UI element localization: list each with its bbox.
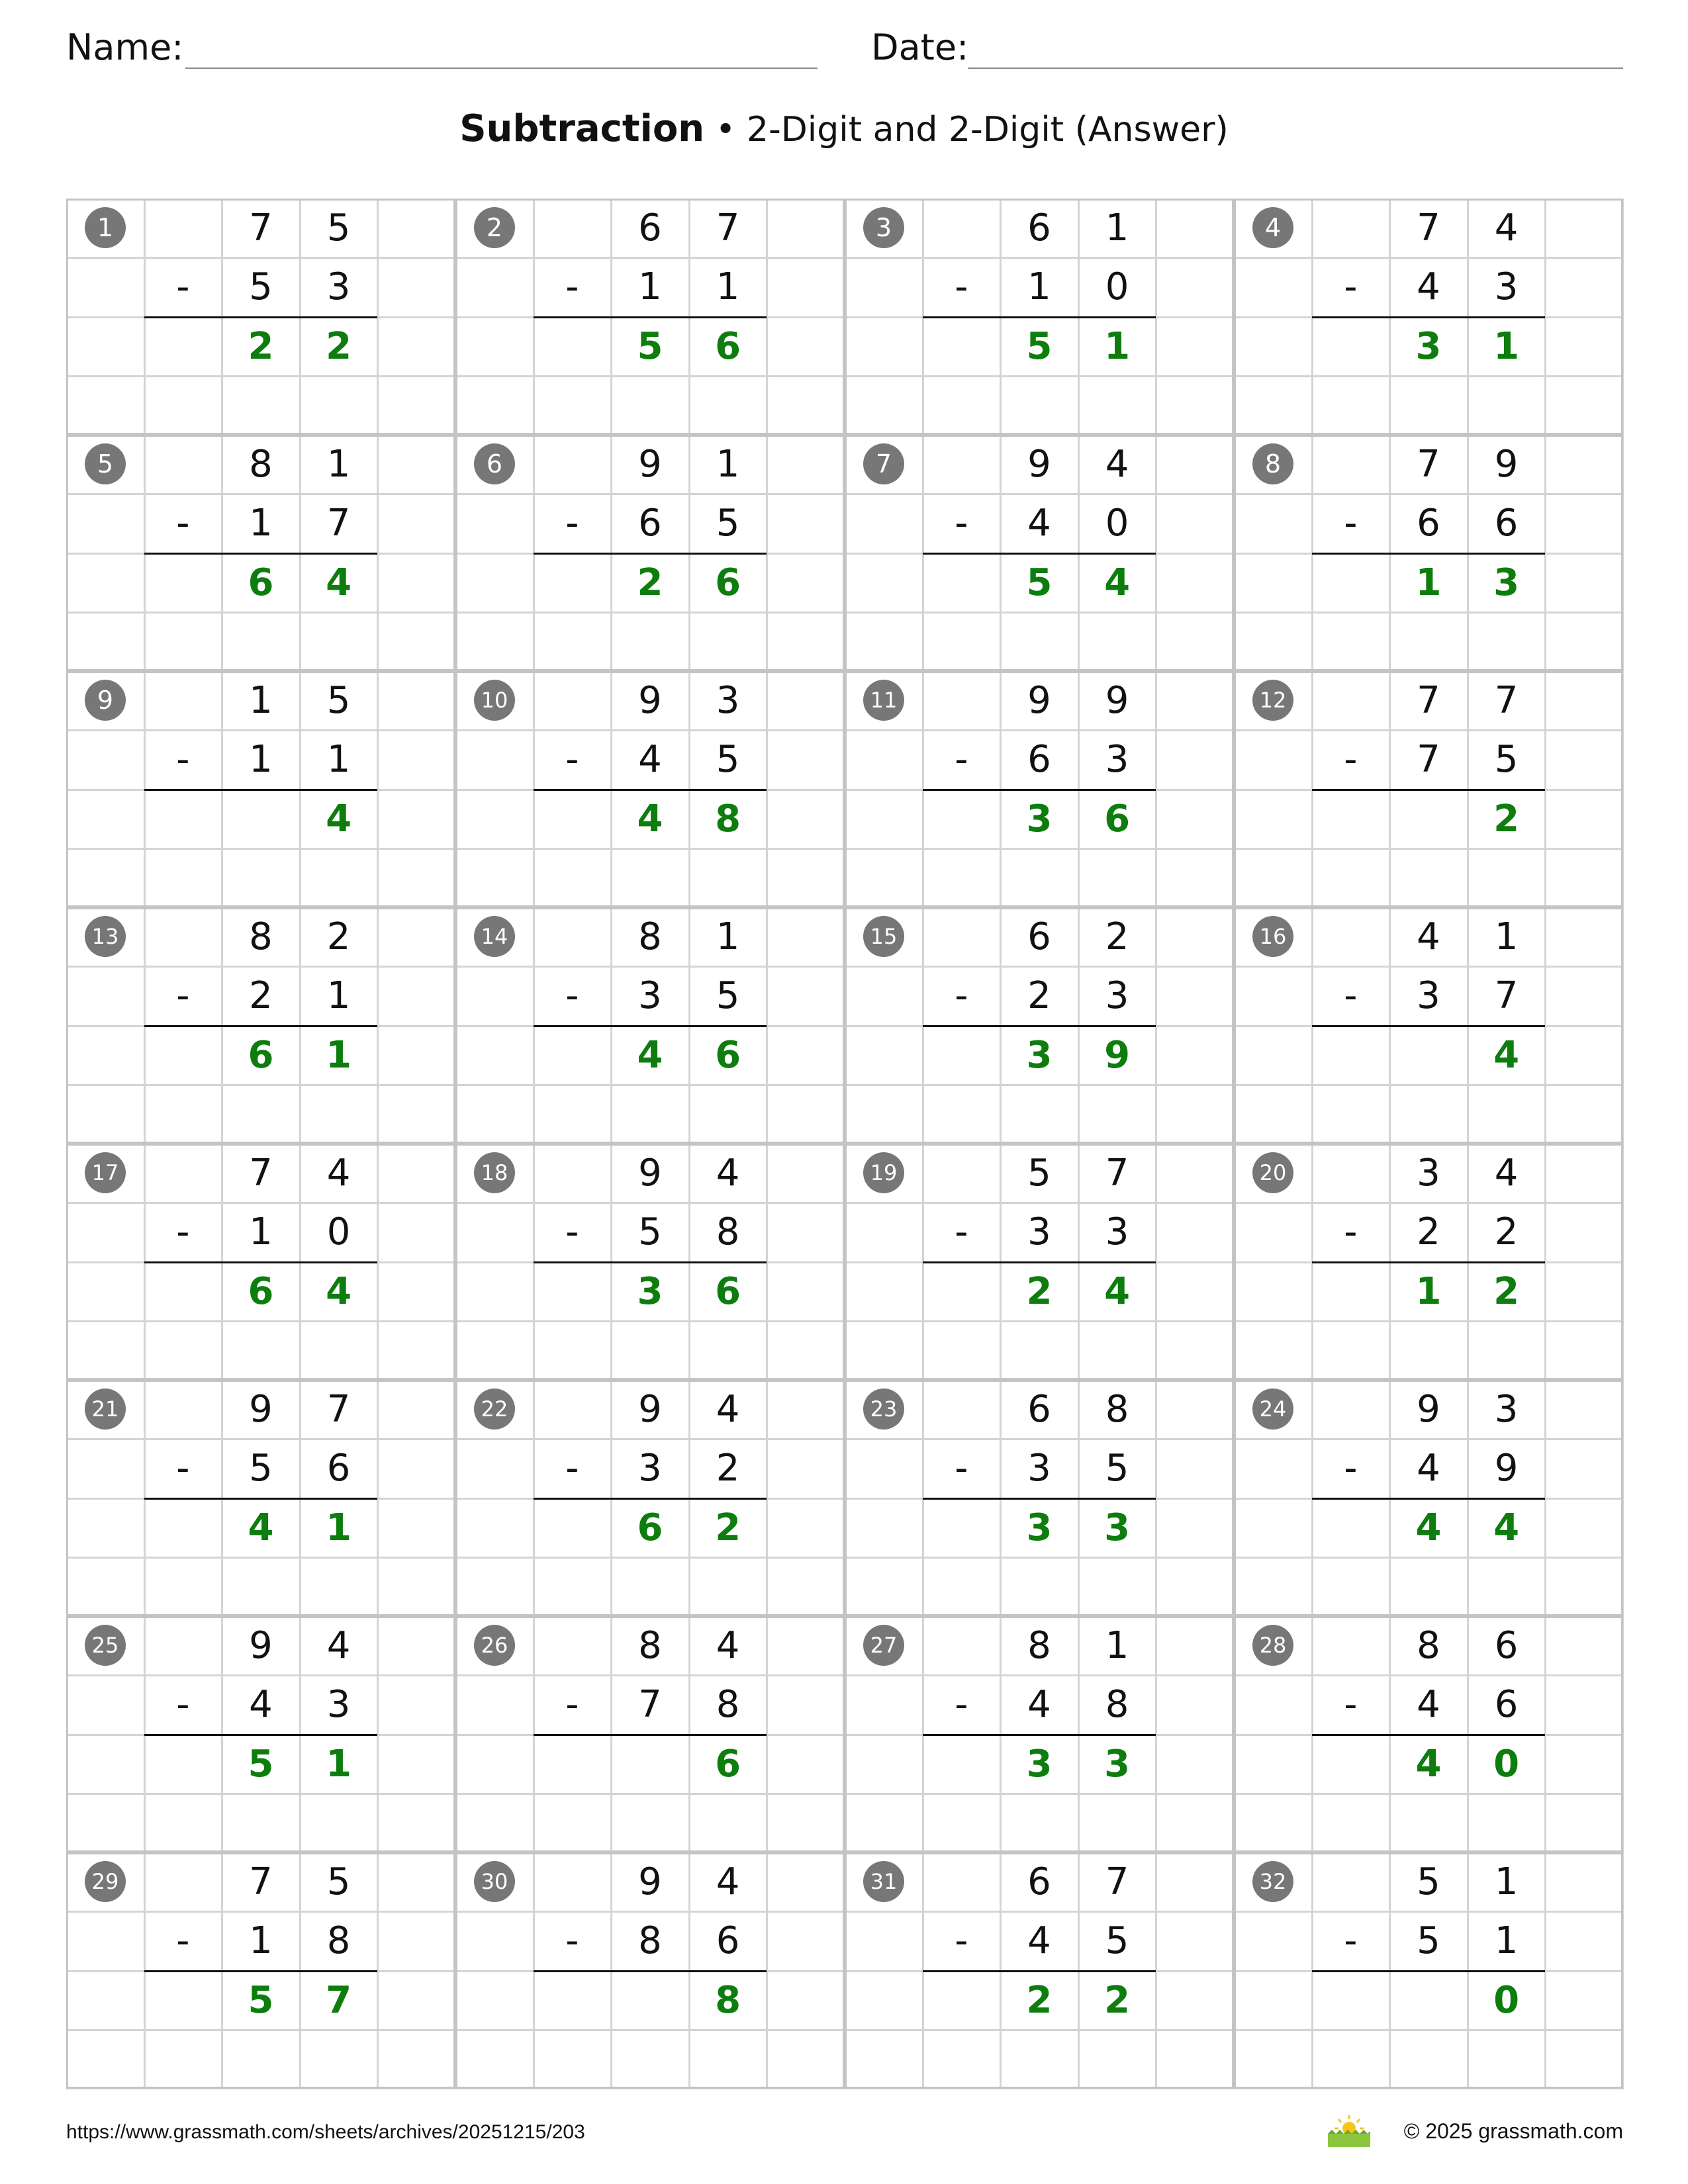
minuend-ones-digit: 4 bbox=[716, 1624, 740, 1667]
subtrahend-ones-digit: 6 bbox=[326, 1447, 351, 1490]
answer-tens-digit[interactable]: 5 bbox=[1026, 561, 1053, 604]
answer-ones-digit[interactable]: 0 bbox=[1493, 1978, 1520, 2022]
answer-tens-digit[interactable]: 3 bbox=[1026, 1742, 1053, 1786]
problem-number-badge: 19 bbox=[863, 1152, 904, 1193]
subtrahend-ones-digit: 6 bbox=[1494, 502, 1519, 545]
answer-tens-digit[interactable]: 2 bbox=[637, 561, 663, 604]
answer-tens-digit[interactable] bbox=[611, 1735, 689, 1794]
subtrahend-ones-digit: 5 bbox=[716, 974, 740, 1018]
subtrahend-tens-digit: 4 bbox=[1027, 1683, 1051, 1727]
minus-sign: - bbox=[176, 738, 190, 782]
subtrahend-ones-digit: 6 bbox=[716, 1919, 740, 1963]
answer-tens-digit[interactable]: 6 bbox=[248, 1033, 274, 1077]
sum-rule-line bbox=[1312, 1734, 1546, 1736]
sum-rule-line bbox=[144, 1025, 378, 1027]
sum-rule-line bbox=[534, 316, 767, 318]
answer-tens-digit[interactable]: 4 bbox=[637, 1033, 663, 1077]
minuend-tens-digit: 9 bbox=[1417, 1388, 1440, 1431]
subtrahend-ones-digit: 0 bbox=[326, 1210, 351, 1254]
problem-number-badge: 23 bbox=[863, 1388, 904, 1430]
sum-rule-line bbox=[534, 1970, 767, 1972]
minuend-ones-digit: 4 bbox=[1105, 443, 1129, 486]
subtrahend-tens-digit: 4 bbox=[1417, 1447, 1440, 1490]
problem-number-badge: 1 bbox=[85, 207, 126, 248]
minuend-ones-digit: 4 bbox=[716, 1860, 740, 1903]
minus-sign: - bbox=[955, 502, 968, 545]
minuend-ones-digit: 9 bbox=[1494, 443, 1519, 486]
problem-number-badge: 20 bbox=[1252, 1152, 1293, 1193]
subtrahend-ones-digit: 8 bbox=[326, 1919, 351, 1963]
minus-sign: - bbox=[565, 1210, 579, 1254]
answer-ones-digit[interactable]: 6 bbox=[715, 561, 741, 604]
sum-rule-line bbox=[1312, 1261, 1546, 1263]
minuend-tens-digit: 9 bbox=[638, 1860, 662, 1903]
minuend-tens-digit: 6 bbox=[1027, 1860, 1051, 1903]
name-label: Name: bbox=[66, 26, 184, 68]
answer-ones-digit[interactable]: 1 bbox=[1104, 324, 1131, 368]
answer-ones-digit[interactable]: 1 bbox=[326, 1742, 352, 1786]
answer-ones-digit[interactable]: 7 bbox=[326, 1978, 352, 2022]
subtrahend-tens-digit: 1 bbox=[1027, 265, 1051, 309]
sum-rule-line bbox=[923, 1025, 1156, 1027]
subtrahend-ones-digit: 3 bbox=[1105, 1210, 1129, 1254]
minuend-tens-digit: 6 bbox=[1027, 915, 1051, 958]
problem-number-badge: 14 bbox=[474, 916, 515, 957]
minuend-ones-digit: 7 bbox=[1494, 679, 1519, 722]
minus-sign: - bbox=[176, 265, 190, 309]
minus-sign: - bbox=[565, 1447, 579, 1490]
answer-tens-digit[interactable] bbox=[1389, 790, 1468, 848]
date-line[interactable] bbox=[968, 68, 1623, 69]
minuend-ones-digit: 1 bbox=[716, 443, 740, 486]
minuend-ones-digit: 1 bbox=[1105, 1624, 1129, 1667]
subtrahend-tens-digit: 6 bbox=[1027, 738, 1051, 782]
subtrahend-ones-digit: 1 bbox=[1494, 1919, 1519, 1963]
answer-tens-digit[interactable]: 3 bbox=[637, 1269, 663, 1313]
problem-number-badge: 6 bbox=[474, 443, 515, 484]
answer-ones-digit[interactable]: 6 bbox=[1104, 797, 1131, 841]
subtrahend-tens-digit: 3 bbox=[1027, 1210, 1051, 1254]
answer-tens-digit[interactable]: 4 bbox=[637, 797, 663, 841]
subtrahend-tens-digit: 1 bbox=[249, 1919, 273, 1963]
minuend-ones-digit: 4 bbox=[1494, 1152, 1519, 1195]
minus-sign: - bbox=[565, 265, 579, 309]
answer-ones-digit[interactable]: 4 bbox=[1104, 1269, 1131, 1313]
problem-number-badge: 15 bbox=[863, 916, 904, 957]
answer-ones-digit[interactable]: 4 bbox=[326, 797, 352, 841]
page-title bbox=[0, 106, 1688, 153]
minuend-tens-digit: 8 bbox=[1027, 1624, 1051, 1667]
minuend-ones-digit: 1 bbox=[326, 443, 351, 486]
subtrahend-tens-digit: 8 bbox=[638, 1919, 662, 1963]
answer-tens-digit[interactable]: 5 bbox=[248, 1742, 274, 1786]
answer-tens-digit[interactable]: 5 bbox=[1026, 324, 1053, 368]
minuend-ones-digit: 1 bbox=[1494, 1860, 1519, 1903]
minus-sign: - bbox=[1344, 265, 1358, 309]
subtrahend-ones-digit: 8 bbox=[716, 1683, 740, 1727]
minus-sign: - bbox=[176, 1683, 190, 1727]
subtrahend-ones-digit: 9 bbox=[1494, 1447, 1519, 1490]
minuend-ones-digit: 4 bbox=[326, 1152, 351, 1195]
problem-number-badge: 16 bbox=[1252, 916, 1293, 957]
answer-ones-digit[interactable]: 2 bbox=[715, 1506, 741, 1549]
answer-ones-digit[interactable]: 2 bbox=[1104, 1978, 1131, 2022]
problem-number-badge: 32 bbox=[1252, 1861, 1293, 1902]
minuend-tens-digit: 7 bbox=[249, 1152, 273, 1195]
problem-number-badge: 21 bbox=[85, 1388, 126, 1430]
sum-rule-line bbox=[534, 1734, 767, 1736]
problem-number-badge: 22 bbox=[474, 1388, 515, 1430]
name-line[interactable] bbox=[185, 68, 818, 69]
minuend-tens-digit: 7 bbox=[249, 1860, 273, 1903]
answer-tens-digit[interactable]: 6 bbox=[248, 1269, 274, 1313]
answer-ones-digit[interactable]: 4 bbox=[326, 1269, 352, 1313]
minuend-ones-digit: 4 bbox=[326, 1624, 351, 1667]
problem-number-badge: 11 bbox=[863, 680, 904, 721]
subtrahend-ones-digit: 0 bbox=[1105, 502, 1129, 545]
subtrahend-tens-digit: 1 bbox=[249, 1210, 273, 1254]
sum-rule-line bbox=[534, 1025, 767, 1027]
sun-over-grass-logo-icon bbox=[1324, 2110, 1374, 2150]
answer-tens-digit[interactable]: 3 bbox=[1026, 1033, 1053, 1077]
subtrahend-ones-digit: 0 bbox=[1105, 265, 1129, 309]
sum-rule-line bbox=[1312, 1970, 1546, 1972]
minuend-tens-digit: 9 bbox=[638, 1388, 662, 1431]
subtrahend-ones-digit: 2 bbox=[716, 1447, 740, 1490]
answer-ones-digit[interactable]: 2 bbox=[1493, 797, 1520, 841]
minuend-tens-digit: 8 bbox=[638, 915, 662, 958]
answer-tens-digit[interactable] bbox=[1389, 1026, 1468, 1085]
minus-sign: - bbox=[955, 1447, 968, 1490]
answer-ones-digit[interactable]: 6 bbox=[715, 1742, 741, 1786]
sum-rule-line bbox=[534, 1498, 767, 1500]
minuend-ones-digit: 7 bbox=[716, 206, 740, 250]
subtrahend-ones-digit: 3 bbox=[1105, 974, 1129, 1018]
answer-tens-digit[interactable] bbox=[1389, 1971, 1468, 2030]
answer-tens-digit[interactable]: 4 bbox=[1415, 1742, 1442, 1786]
answer-ones-digit[interactable]: 1 bbox=[326, 1033, 352, 1077]
problem-number-badge: 12 bbox=[1252, 680, 1293, 721]
minuend-tens-digit: 5 bbox=[1417, 1860, 1440, 1903]
minuend-ones-digit: 5 bbox=[326, 206, 351, 250]
sum-rule-line bbox=[1312, 789, 1546, 791]
minuend-ones-digit: 8 bbox=[1105, 1388, 1129, 1431]
subtrahend-ones-digit: 7 bbox=[326, 502, 351, 545]
answer-tens-digit[interactable]: 1 bbox=[1415, 1269, 1442, 1313]
minuend-ones-digit: 1 bbox=[1494, 915, 1519, 958]
minuend-tens-digit: 9 bbox=[638, 1152, 662, 1195]
sum-rule-line bbox=[923, 553, 1156, 555]
subtrahend-ones-digit: 5 bbox=[716, 738, 740, 782]
minuend-ones-digit: 1 bbox=[716, 915, 740, 958]
sum-rule-line bbox=[534, 1261, 767, 1263]
subtrahend-tens-digit: 2 bbox=[1417, 1210, 1440, 1254]
subtrahend-tens-digit: 7 bbox=[1417, 738, 1440, 782]
answer-ones-digit[interactable]: 1 bbox=[326, 1506, 352, 1549]
subtrahend-tens-digit: 2 bbox=[249, 974, 273, 1018]
subtrahend-ones-digit: 3 bbox=[326, 1683, 351, 1727]
subtrahend-ones-digit: 5 bbox=[716, 502, 740, 545]
problem-number-badge: 27 bbox=[863, 1625, 904, 1666]
subtrahend-tens-digit: 4 bbox=[249, 1683, 273, 1727]
answer-ones-digit[interactable]: 6 bbox=[715, 1033, 741, 1077]
title-main: Subtraction bbox=[459, 107, 705, 150]
subtrahend-ones-digit: 5 bbox=[1105, 1447, 1129, 1490]
subtrahend-ones-digit: 7 bbox=[1494, 974, 1519, 1018]
answer-tens-digit[interactable]: 4 bbox=[248, 1506, 274, 1549]
minuend-tens-digit: 8 bbox=[249, 915, 273, 958]
problem-number-badge: 8 bbox=[1252, 443, 1293, 484]
minus-sign: - bbox=[565, 1919, 579, 1963]
answer-ones-digit[interactable]: 9 bbox=[1104, 1033, 1131, 1077]
date-label: Date: bbox=[871, 26, 969, 68]
minuend-tens-digit: 8 bbox=[1417, 1624, 1440, 1667]
minuend-ones-digit: 6 bbox=[1494, 1624, 1519, 1667]
problem-number-badge: 29 bbox=[85, 1861, 126, 1902]
sum-rule-line bbox=[1312, 1025, 1546, 1027]
minuend-tens-digit: 9 bbox=[638, 679, 662, 722]
subtrahend-tens-digit: 1 bbox=[638, 265, 662, 309]
minuend-tens-digit: 4 bbox=[1417, 915, 1440, 958]
subtrahend-ones-digit: 1 bbox=[326, 974, 351, 1018]
sum-rule-line bbox=[1312, 316, 1546, 318]
minuend-tens-digit: 9 bbox=[249, 1388, 273, 1431]
minuend-tens-digit: 9 bbox=[638, 443, 662, 486]
answer-ones-digit[interactable]: 3 bbox=[1104, 1506, 1131, 1549]
minus-sign: - bbox=[176, 1447, 190, 1490]
problem-number-badge: 18 bbox=[474, 1152, 515, 1193]
minus-sign: - bbox=[955, 1919, 968, 1963]
minuend-tens-digit: 7 bbox=[1417, 679, 1440, 722]
subtrahend-tens-digit: 4 bbox=[1417, 1683, 1440, 1727]
problem-number-badge: 26 bbox=[474, 1625, 515, 1666]
minuend-tens-digit: 9 bbox=[249, 1624, 273, 1667]
sum-rule-line bbox=[144, 553, 378, 555]
minuend-tens-digit: 8 bbox=[249, 443, 273, 486]
minuend-ones-digit: 1 bbox=[1105, 206, 1129, 250]
title-subtitle: • 2-Digit and 2-Digit (Answer) bbox=[704, 110, 1229, 150]
sum-rule-line bbox=[923, 789, 1156, 791]
minus-sign: - bbox=[1344, 1919, 1358, 1963]
problem-number-badge: 10 bbox=[474, 680, 515, 721]
subtrahend-tens-digit: 6 bbox=[1417, 502, 1440, 545]
answer-tens-digit[interactable]: 3 bbox=[1415, 324, 1442, 368]
subtrahend-ones-digit: 5 bbox=[1105, 1919, 1129, 1963]
subtrahend-tens-digit: 5 bbox=[249, 265, 273, 309]
answer-tens-digit[interactable] bbox=[611, 1971, 689, 2030]
minus-sign: - bbox=[565, 502, 579, 545]
answer-tens-digit[interactable]: 2 bbox=[1026, 1269, 1053, 1313]
answer-tens-digit[interactable]: 2 bbox=[1026, 1978, 1053, 2022]
minus-sign: - bbox=[955, 738, 968, 782]
subtrahend-tens-digit: 5 bbox=[1417, 1919, 1440, 1963]
subtrahend-tens-digit: 3 bbox=[1417, 974, 1440, 1018]
subtrahend-tens-digit: 5 bbox=[249, 1447, 273, 1490]
subtrahend-ones-digit: 8 bbox=[1105, 1683, 1129, 1727]
footer-url: https://www.grassmath.com/sheets/archives/20251215/203 bbox=[66, 2121, 585, 2143]
minuend-ones-digit: 3 bbox=[716, 679, 740, 722]
answer-tens-digit[interactable]: 5 bbox=[248, 1978, 274, 2022]
minuend-ones-digit: 7 bbox=[1105, 1152, 1129, 1195]
minuend-tens-digit: 7 bbox=[1417, 206, 1440, 250]
subtrahend-ones-digit: 3 bbox=[1105, 738, 1129, 782]
minuend-tens-digit: 9 bbox=[1027, 679, 1051, 722]
answer-tens-digit[interactable]: 5 bbox=[637, 324, 663, 368]
sum-rule-line bbox=[923, 1261, 1156, 1263]
subtrahend-tens-digit: 3 bbox=[638, 1447, 662, 1490]
problem-number-badge: 13 bbox=[85, 916, 126, 957]
sum-rule-line bbox=[923, 316, 1156, 318]
answer-tens-digit[interactable]: 6 bbox=[637, 1506, 663, 1549]
minus-sign: - bbox=[1344, 1683, 1358, 1727]
sum-rule-line bbox=[534, 789, 767, 791]
answer-ones-digit[interactable]: 8 bbox=[715, 1978, 741, 2022]
subtrahend-tens-digit: 4 bbox=[638, 738, 662, 782]
minus-sign: - bbox=[955, 1683, 968, 1727]
subtrahend-tens-digit: 4 bbox=[1417, 265, 1440, 309]
answer-tens-digit[interactable]: 1 bbox=[1415, 561, 1442, 604]
problem-number-badge: 2 bbox=[474, 207, 515, 248]
sum-rule-line bbox=[144, 1261, 378, 1263]
footer-copyright: © 2025 grassmath.com bbox=[1403, 2119, 1623, 2143]
minus-sign: - bbox=[1344, 1447, 1358, 1490]
answer-ones-digit[interactable]: 4 bbox=[1493, 1506, 1520, 1549]
minuend-ones-digit: 5 bbox=[326, 679, 351, 722]
subtrahend-tens-digit: 5 bbox=[638, 1210, 662, 1254]
minuend-tens-digit: 9 bbox=[1027, 443, 1051, 486]
sum-rule-line bbox=[923, 1970, 1156, 1972]
sum-rule-line bbox=[1312, 1498, 1546, 1500]
minus-sign: - bbox=[955, 1210, 968, 1254]
sum-rule-line bbox=[144, 1970, 378, 1972]
minuend-tens-digit: 1 bbox=[249, 679, 273, 722]
subtrahend-ones-digit: 6 bbox=[1494, 1683, 1519, 1727]
worksheet-grid bbox=[66, 199, 1623, 2089]
sum-rule-line bbox=[534, 553, 767, 555]
minuend-ones-digit: 3 bbox=[1494, 1388, 1519, 1431]
minuend-ones-digit: 4 bbox=[716, 1152, 740, 1195]
minus-sign: - bbox=[176, 974, 190, 1018]
minuend-tens-digit: 7 bbox=[249, 206, 273, 250]
subtrahend-ones-digit: 8 bbox=[716, 1210, 740, 1254]
problem-number-badge: 9 bbox=[85, 680, 126, 721]
answer-tens-digit[interactable]: 3 bbox=[1026, 797, 1053, 841]
subtrahend-tens-digit: 1 bbox=[249, 502, 273, 545]
minuend-tens-digit: 5 bbox=[1027, 1152, 1051, 1195]
answer-ones-digit[interactable]: 2 bbox=[326, 324, 352, 368]
answer-tens-digit[interactable] bbox=[222, 790, 300, 848]
minus-sign: - bbox=[1344, 1210, 1358, 1254]
answer-ones-digit[interactable]: 1 bbox=[1493, 324, 1520, 368]
sum-rule-line bbox=[1312, 553, 1546, 555]
problem-number-badge: 25 bbox=[85, 1625, 126, 1666]
problem-number-badge: 28 bbox=[1252, 1625, 1293, 1666]
subtrahend-ones-digit: 1 bbox=[716, 265, 740, 309]
sum-rule-line bbox=[144, 1734, 378, 1736]
minus-sign: - bbox=[565, 1683, 579, 1727]
subtrahend-tens-digit: 4 bbox=[1027, 502, 1051, 545]
problem-number-badge: 5 bbox=[85, 443, 126, 484]
minuend-ones-digit: 5 bbox=[326, 1860, 351, 1903]
minus-sign: - bbox=[955, 265, 968, 309]
subtrahend-ones-digit: 5 bbox=[1494, 738, 1519, 782]
minus-sign: - bbox=[176, 1210, 190, 1254]
subtrahend-ones-digit: 3 bbox=[1494, 265, 1519, 309]
minuend-ones-digit: 4 bbox=[716, 1388, 740, 1431]
problem-number-badge: 4 bbox=[1252, 207, 1293, 248]
sum-rule-line bbox=[923, 1734, 1156, 1736]
problem-number-badge: 17 bbox=[85, 1152, 126, 1193]
problem-number-badge: 31 bbox=[863, 1861, 904, 1902]
sum-rule-line bbox=[923, 1498, 1156, 1500]
minus-sign: - bbox=[176, 502, 190, 545]
subtrahend-tens-digit: 3 bbox=[1027, 1447, 1051, 1490]
answer-ones-digit[interactable]: 2 bbox=[1493, 1269, 1520, 1313]
minus-sign: - bbox=[955, 974, 968, 1018]
subtrahend-tens-digit: 6 bbox=[638, 502, 662, 545]
answer-ones-digit[interactable]: 6 bbox=[715, 324, 741, 368]
answer-ones-digit[interactable]: 6 bbox=[715, 1269, 741, 1313]
subtrahend-ones-digit: 3 bbox=[326, 265, 351, 309]
minus-sign: - bbox=[565, 738, 579, 782]
minuend-tens-digit: 6 bbox=[638, 206, 662, 250]
minus-sign: - bbox=[176, 1919, 190, 1963]
minuend-ones-digit: 9 bbox=[1105, 679, 1129, 722]
answer-ones-digit[interactable]: 3 bbox=[1493, 561, 1520, 604]
answer-tens-digit[interactable]: 6 bbox=[248, 561, 274, 604]
answer-tens-digit[interactable]: 3 bbox=[1026, 1506, 1053, 1549]
subtrahend-ones-digit: 2 bbox=[1494, 1210, 1519, 1254]
minuend-ones-digit: 4 bbox=[1494, 206, 1519, 250]
sum-rule-line bbox=[144, 789, 378, 791]
minus-sign: - bbox=[1344, 974, 1358, 1018]
subtrahend-ones-digit: 1 bbox=[326, 738, 351, 782]
minuend-ones-digit: 7 bbox=[1105, 1860, 1129, 1903]
sum-rule-line bbox=[144, 316, 378, 318]
answer-ones-digit[interactable]: 4 bbox=[1104, 561, 1131, 604]
subtrahend-tens-digit: 3 bbox=[638, 974, 662, 1018]
problem-number-badge: 24 bbox=[1252, 1388, 1293, 1430]
problem-number-badge: 3 bbox=[863, 207, 904, 248]
minus-sign: - bbox=[565, 974, 579, 1018]
minuend-tens-digit: 6 bbox=[1027, 1388, 1051, 1431]
answer-ones-digit[interactable]: 4 bbox=[1493, 1033, 1520, 1077]
answer-ones-digit[interactable]: 0 bbox=[1493, 1742, 1520, 1786]
subtrahend-tens-digit: 2 bbox=[1027, 974, 1051, 1018]
problem-number-badge: 30 bbox=[474, 1861, 515, 1902]
minuend-ones-digit: 7 bbox=[326, 1388, 351, 1431]
subtrahend-tens-digit: 4 bbox=[1027, 1919, 1051, 1963]
subtrahend-tens-digit: 1 bbox=[249, 738, 273, 782]
minuend-tens-digit: 3 bbox=[1417, 1152, 1440, 1195]
answer-ones-digit[interactable]: 3 bbox=[1104, 1742, 1131, 1786]
minuend-tens-digit: 7 bbox=[1417, 443, 1440, 486]
subtrahend-tens-digit: 7 bbox=[638, 1683, 662, 1727]
minus-sign: - bbox=[1344, 502, 1358, 545]
answer-tens-digit[interactable]: 4 bbox=[1415, 1506, 1442, 1549]
minuend-tens-digit: 8 bbox=[638, 1624, 662, 1667]
answer-ones-digit[interactable]: 8 bbox=[715, 797, 741, 841]
problem-number-badge: 7 bbox=[863, 443, 904, 484]
minuend-ones-digit: 2 bbox=[1105, 915, 1129, 958]
answer-tens-digit[interactable]: 2 bbox=[248, 324, 274, 368]
sum-rule-line bbox=[144, 1498, 378, 1500]
minus-sign: - bbox=[1344, 738, 1358, 782]
answer-ones-digit[interactable]: 4 bbox=[326, 561, 352, 604]
minuend-tens-digit: 6 bbox=[1027, 206, 1051, 250]
minuend-ones-digit: 2 bbox=[326, 915, 351, 958]
